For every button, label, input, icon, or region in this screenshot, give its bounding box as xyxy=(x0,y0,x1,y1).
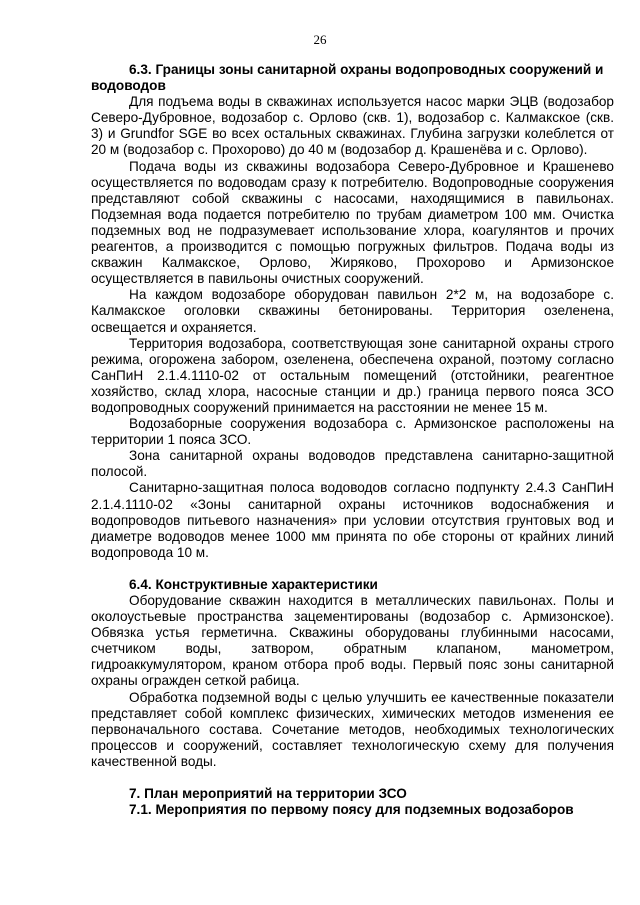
paragraph: Водозаборные сооружения водозабора с. Армизонское расположены на территории 1 пояса ЗСО. xyxy=(91,416,614,448)
section-spacer xyxy=(91,561,614,577)
page-number: 26 xyxy=(313,32,327,47)
paragraph: Зона санитарной охраны водоводов представлена санитарно-защитной полосой. xyxy=(91,448,614,480)
paragraph: Санитарно-защитная полоса водоводов согласно подпункту 2.4.3 СанПиН 2.1.4.1110-02 «Зоны санитарной охраны источников водоснабжения и водопроводов питьевого назначения» при условии отсутствия грунтовых вод и диаметре водоводов менее 1000 мм принята по обе стороны от крайних линий водопровода 10 м. xyxy=(91,480,614,560)
section-7 xyxy=(91,786,614,818)
section-spacer xyxy=(91,770,614,786)
paragraph: Для подъема воды в скважинах используется насос марки ЭЦВ (водозабор Северо-Дубровное, водозабор с. Орлово (скв. 1), водозабор с. Калмакское (скв. 3) и Grundfor SGE во всех остальных скважинах. Глубина загрузки колеблется от 20 м (водозабор с. Прохорово) до 40 м (водозабор д. Крашенёва и с. Орлово). xyxy=(91,94,614,158)
section-6-4 xyxy=(91,577,614,770)
document-body xyxy=(91,62,614,818)
section-heading: 7. План мероприятий на территории ЗСО xyxy=(129,786,407,802)
paragraph: На каждом водозаборе оборудован павильон 2*2 м, на водозаборе с. Калмакское оголовки скважины бетонированы. Территория озеленена, освещается и охраняется. xyxy=(91,287,614,335)
paragraph: Подача воды из скважины водозабора Северо-Дубровное и Крашенево осуществляется по водоводам сразу к потребителю. Водопроводные сооружения представляют собой скважины с насосами, находящимися в павильонах. Подземная вода подается потребителю по трубам диаметром 100 мм. Очистка подземных вод не подразумевает использование хлора, коагулянтов и прочих реагентов, а производится с помощью погружных фильтров. Подача воды из скважин Калмакское, Орлово, Жиряково, Прохорово и Армизонское осуществляется в павильоны очистных сооружений. xyxy=(91,158,614,287)
section-6-3 xyxy=(91,62,614,561)
section-heading: 6.4. Конструктивные характеристики xyxy=(129,576,378,592)
subsection-heading: 7.1. Мероприятия по первому поясу для подземных водозаборов xyxy=(129,802,574,818)
paragraph: Оборудование скважин находится в металлических павильонах. Полы и околоустьевые пространства зацементированы (водозабор с. Армизонское). Обвязка устья герметична. Скважины оборудованы глубинными насосами, счетчиком воды, затвором, обратным клапаном, манометром, гидроаккумулятором, краном отбора проб воды. Первый пояс зоны санитарной охраны огражден сеткой рабица. xyxy=(91,593,614,689)
paragraph: Территория водозабора, соответствующая зоне санитарной охраны строго режима, огорожена забором, озеленена, обеспечена охраной, поэтому согласно СанПиН 2.1.4.1110-02 от остальным помещений (отстойники, реагентное хозяйство, склад хлора, насосные станции и др.) граница первого пояса ЗСО водопроводных сооружений принимается на расстоянии не менее 15 м. xyxy=(91,335,614,415)
section-heading: 6.3. Границы зоны санитарной охраны водопроводных сооружений и водоводов xyxy=(91,62,604,94)
paragraph: Обработка подземной воды с целью улучшить ее качественные показатели представляет собой комплекс физических, химических методов изменения ее первоначального состава. Сочетание методов, необходимых технологических процессов и сооружений, составляет технологическую схему для получения качественной воды. xyxy=(91,689,614,769)
